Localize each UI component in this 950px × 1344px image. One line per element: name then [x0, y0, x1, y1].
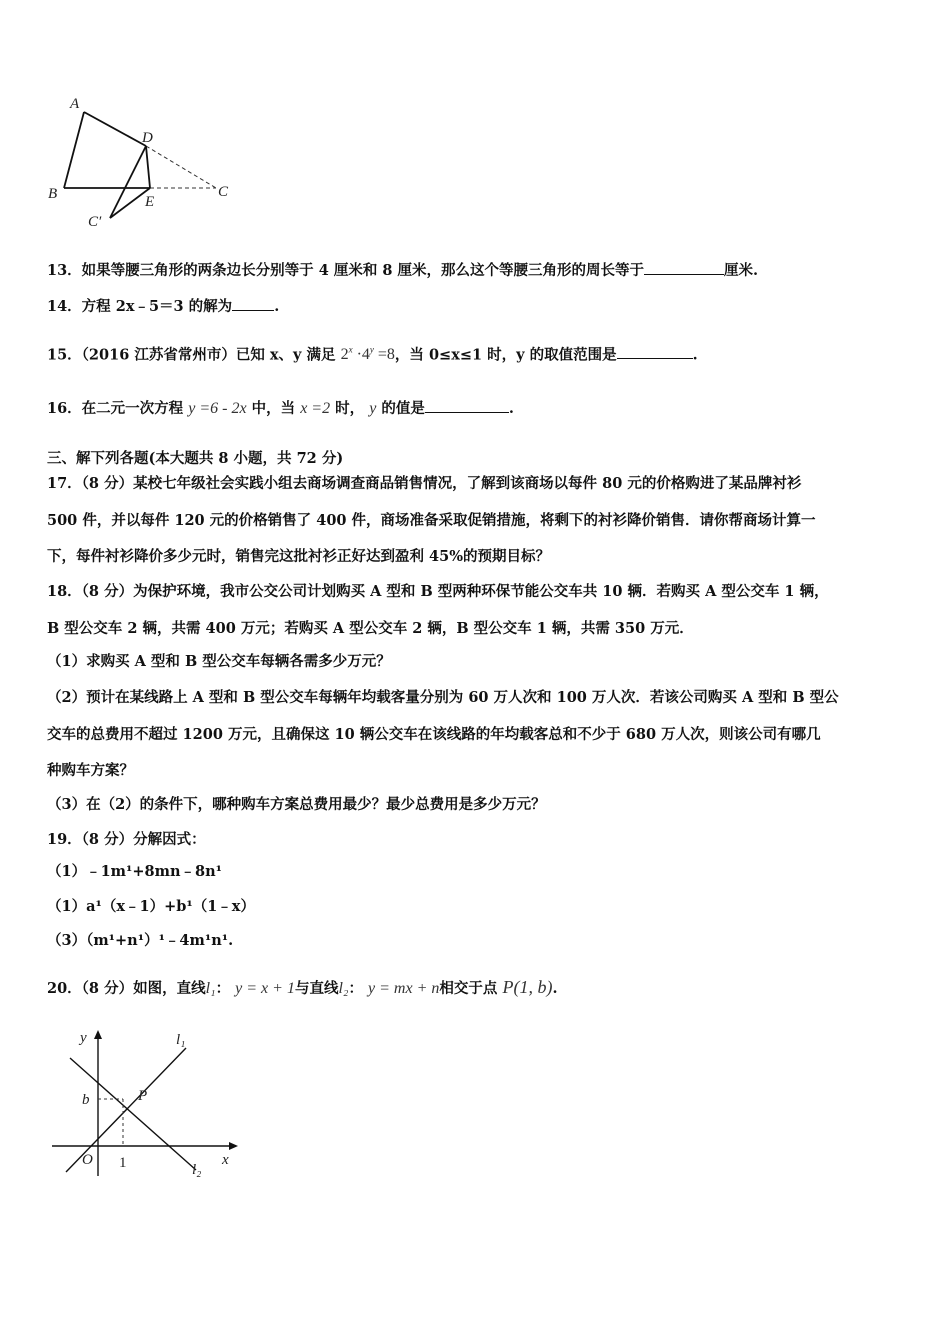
question-19-title: 19．（8 分）分解因式： — [47, 831, 206, 848]
label-C-prime: C′ — [88, 214, 102, 230]
question-18-line-1: 18．（8 分）为保护环境，我市公交公司计划购买 A 型和 B 型两种环保节能公交车共 10 辆．若购买 A 型公交车 1 辆， — [47, 583, 829, 600]
q16-mid2: 时， — [335, 400, 365, 417]
question-19-part-2: （1）a¹（x﹣1）+b¹（1﹣x） — [47, 898, 255, 915]
coordinate-graph-figure — [46, 1022, 246, 1182]
q15-prefix: 15．（2016 江苏省常州市）已知 x、y 满足 — [47, 346, 336, 364]
label-point-p: P — [138, 1088, 148, 1104]
q20-colon-2: ： — [348, 980, 363, 997]
q16-prefix: 16．在二元一次方程 — [47, 400, 184, 417]
q16-variable-y: y — [369, 400, 377, 417]
label-origin: O — [82, 1152, 93, 1168]
label-y-axis: y — [80, 1030, 87, 1046]
q13-suffix: 厘米. — [724, 262, 759, 279]
segment-DCprime — [110, 146, 146, 218]
q20-prefix: 20．（8 分）如图，直线 — [47, 980, 206, 997]
q20-suffix: . — [552, 980, 558, 997]
q16-mid1: 中，当 — [251, 400, 296, 417]
q20-equation-1: y = x + 1 — [235, 980, 295, 997]
q20-line-l2: l₂ — [338, 980, 349, 997]
question-18-part-1: （1）求购买 A 型和 B 型公交车每辆各需多少万元？ — [47, 653, 391, 670]
label-x-axis: x — [222, 1152, 229, 1168]
segment-DC-dashed — [146, 146, 216, 188]
q13-answer-blank[interactable] — [644, 260, 724, 275]
question-18-part-3: （3）在（2）的条件下，哪种购车方案总费用最少？最少总费用是多少万元？ — [47, 796, 546, 813]
q16-answer-blank[interactable] — [425, 398, 509, 413]
segment-DE — [146, 146, 150, 188]
q20-point-p: P(1, b) — [502, 977, 553, 997]
q16-suffix: . — [508, 400, 514, 417]
q13-text: 13．如果等腰三角形的两条边长分别等于 4 厘米和 8 厘米，那么这个等腰三角形的周长等于 — [47, 262, 645, 279]
question-20 — [47, 977, 558, 999]
q15-middle: ，当 0≤x≤1 时，y 的取值范围是 — [394, 346, 617, 364]
q15-formula: $2^x \cdot 4^y =8$ — [340, 345, 395, 364]
segment-AB — [64, 112, 84, 188]
question-18-part-2-line-3: 种购车方案？ — [47, 762, 134, 779]
question-13 — [47, 260, 758, 281]
q20-mid2: 相交于点 — [439, 980, 498, 997]
label-l2: l₂ — [192, 1162, 202, 1178]
label-B: B — [48, 186, 58, 202]
q15-suffix: . — [692, 346, 698, 364]
section-3-title: 三、解下列各题(本大题共 8 小题，共 72 分) — [47, 450, 344, 467]
question-18-line-2: B 型公交车 2 辆，共需 400 万元；若购买 A 型公交车 2 辆，B 型公交车 1 辆，共需 350 万元． — [47, 620, 694, 637]
label-C: C — [218, 184, 229, 200]
question-16 — [47, 398, 514, 419]
segment-AD — [84, 112, 146, 146]
label-D: D — [142, 130, 153, 146]
question-19-part-3: （3）（m¹+n¹）¹﹣4m¹n¹. — [47, 932, 234, 949]
question-17-line-1: 17．（8 分）某校七年级社会实践小组去商场调查商品销售情况，了解到该商场以每件 80 元的价格购进了某品牌衬衫 — [47, 475, 802, 492]
label-b: b — [82, 1092, 90, 1108]
question-18-part-2-line-2: 交车的总费用不超过 1200 万元，且确保这 10 辆公交车在该线路的年均载客总和不少于 680 万人次，则该公司有哪几 — [47, 726, 821, 743]
label-A: A — [70, 96, 80, 112]
label-E: E — [145, 194, 155, 210]
q14-text: 14．方程 2x﹣5＝3 的解为 — [47, 298, 233, 315]
label-one: 1 — [119, 1155, 127, 1171]
q14-answer-blank[interactable] — [232, 296, 274, 311]
q16-equation: y =6 - 2x — [188, 400, 247, 417]
q15-answer-blank[interactable] — [617, 344, 693, 359]
question-14 — [47, 296, 279, 317]
q16-x-value: x =2 — [300, 400, 331, 417]
label-l1: l₁ — [176, 1032, 186, 1048]
y-axis-arrow-icon — [94, 1030, 102, 1039]
question-18-part-2-line-1: （2）预计在某线路上 A 型和 B 型公交车每辆年均载客量分别为 60 万人次和 100 万人次．若该公司购买 A 型和 B 型公 — [47, 689, 839, 706]
q20-line-l1: l₁ — [205, 980, 216, 997]
q20-colon-1: ： — [215, 980, 231, 997]
question-17-line-3: 下，每件衬衫降价多少元时，销售完这批衬衫正好达到盈利 45%的预期目标？ — [47, 548, 551, 565]
question-15 — [47, 340, 698, 365]
q20-equation-2: y = mx + n — [368, 980, 440, 997]
segment-ECprime — [110, 188, 150, 218]
x-axis-arrow-icon — [229, 1142, 238, 1150]
q20-mid: 与直线 — [294, 980, 339, 997]
question-17-line-2: 500 件，并以每件 120 元的价格销售了 400 件，商场准备采取促销措施，将剩下的衬衫降价销售．请你帮商场计算一 — [47, 512, 816, 529]
question-19-part-1: （1）﹣1m¹+8mn﹣8n¹ — [47, 863, 222, 880]
geometry-figure-triangle — [40, 92, 250, 232]
q14-suffix: . — [274, 298, 280, 315]
q16-mid3: 的值是 — [381, 400, 425, 417]
